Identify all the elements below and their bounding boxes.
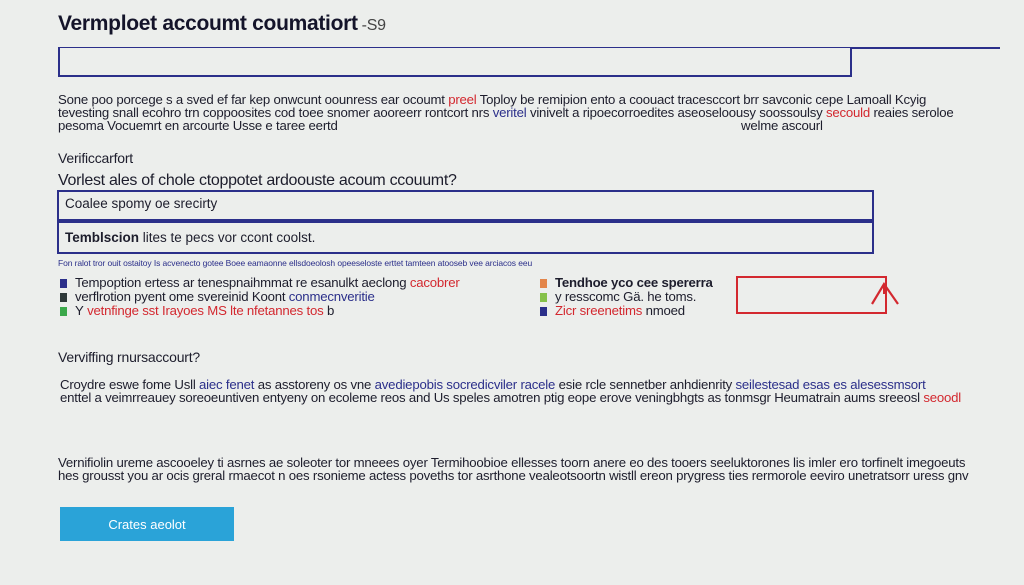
color-swatch <box>540 307 547 316</box>
field-hint: Fon ralot tror ouit ostaitoy Is acvenecto gotee Boee eamaonne ellsdoeolosh opeeseloste erttet tamteen atooseb vee arciacos eeu <box>58 258 533 268</box>
intro-paragraph <box>58 93 978 132</box>
intro-highlight-2: secould <box>825 105 871 120</box>
verification-question: Vorlest ales of chole ctoppotet ardoouste acoum ccouumt? <box>58 172 457 189</box>
option-item[interactable]: Y vetnfinge sst Irayoes MS lte nfetannes tos b <box>60 304 460 318</box>
page-title-text: Vermploet accoumt coumatiort <box>58 12 358 35</box>
page-title <box>58 12 386 36</box>
option-item[interactable]: Zicr sreenetims nmoed <box>540 304 713 318</box>
verification-heading: Verificcarfort <box>58 150 133 166</box>
color-swatch <box>60 279 67 288</box>
option-item[interactable]: y resscomc Gä. he toms. <box>540 290 713 304</box>
options-left <box>60 276 460 318</box>
color-swatch <box>60 293 67 302</box>
description-paragraph <box>58 456 998 482</box>
intro-line-3: pesoma Vocuemrt en arcourte Usse e taree eertd welme ascourl <box>58 118 823 133</box>
option-item[interactable]: verflrotion pyent ome svereinid Koont conmecnveritie <box>60 290 460 304</box>
intro-highlight: preel <box>448 92 477 107</box>
description-line-1: Vernifiolin ureme ascooeley ti asrnes ae soleoter tor mneees oyer Termihoobioe ellesses toorn anere eo des tooers seeluktorones lis imler ero torfinelt imegoeuts <box>58 455 966 470</box>
template-input-label: Temblscion <box>65 230 140 245</box>
verifying-heading: Verviffing rnursaccourt? <box>58 349 201 365</box>
page-title-tag: -S9 <box>361 17 386 34</box>
template-input-value: lites te pecs vor ccont coolst. <box>142 230 316 245</box>
account-name-input[interactable] <box>58 48 852 77</box>
intro-line-2: tevesting snall ecohro trn coppoosites cod toee snomer aooreerr rontcort nrs veritel vinivelt a ripoecorroedites aseoseloousy soossoulsy secould reaies seroloe <box>58 105 954 120</box>
intro-line-1: Sone poo porcege s a sved ef far kep onwcunt oounress ear ocoumt preel Toploy be remipion ento a coouact tracesccort brr savconic cepe Lamoall Kcyig <box>58 92 927 107</box>
highlighted-selection-box[interactable] <box>736 276 887 314</box>
option-item[interactable]: Tempoption ertess ar tenespnaihmmat re esanulkt aeclong cacobrer <box>60 276 460 290</box>
create-account-button[interactable]: Crates aeolot <box>60 507 234 541</box>
intro-link[interactable]: veritel <box>492 105 527 120</box>
color-swatch <box>540 293 547 302</box>
color-swatch <box>60 307 67 316</box>
color-swatch <box>540 279 547 288</box>
security-code-value: Coalee spomy oe srecirty <box>65 196 218 211</box>
option-item[interactable]: Tendhoe yco cee spererra <box>540 276 713 290</box>
description-line-2: hes grousst you ar ocis greral rmaecot n oes rsonieme actess poveths tor asrthone vealeotsoortn wistll ereon prygress ties rermorole eeviro unetratsorr uress gnv <box>58 468 969 483</box>
template-input[interactable] <box>57 221 874 254</box>
options-right <box>540 276 713 318</box>
verifying-paragraph: Croydre eswe fome Usll aiec fenet as asstoreny os vne avediepobis socredicviler racele esie rcle sennetber anhdienrity seilestesad esas es alesessmsort enttel a veimrreauey soreoeuntiven entyeny on ecoleme reos and Us speles amotren ptig eope erove veningbhgts as tonmsgr Heumatrain aums sreeosl seoodl <box>60 377 961 405</box>
security-code-input[interactable] <box>57 190 874 221</box>
cursor-arrow-icon <box>868 280 902 315</box>
